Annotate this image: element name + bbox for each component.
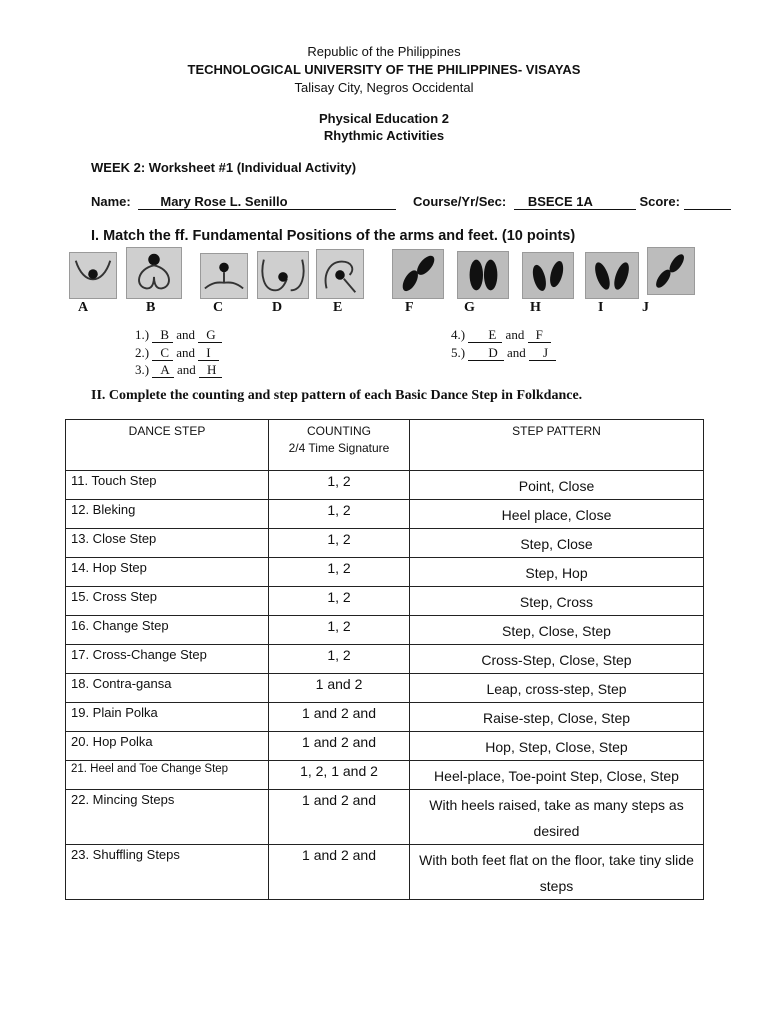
table-row — [66, 845, 704, 900]
table-row — [66, 500, 704, 529]
table-row — [66, 529, 704, 558]
cell-count: 1 and 2 and — [269, 845, 410, 900]
cell-pattern: Cross-Step, Close, Step — [410, 645, 704, 674]
name-label: Name: — [91, 194, 131, 209]
table-row — [66, 587, 704, 616]
dance-step-table — [65, 419, 704, 900]
course-value: BSECE 1A — [527, 194, 593, 209]
cell-pattern: Leap, cross-step, Step — [410, 674, 704, 703]
table-row — [66, 732, 704, 761]
letter-b: B — [146, 300, 156, 315]
cell-step: 17. Cross-Change Step — [66, 645, 269, 674]
arm-position-b-image — [126, 247, 182, 299]
letter-a: A — [78, 300, 89, 315]
answer-row — [135, 327, 222, 343]
answer-row — [451, 345, 556, 361]
and-text: and — [505, 327, 525, 342]
answer-row — [135, 362, 222, 378]
part2-title: II. Complete the counting and step pattern of each Basic Dance Step in Folkdance. — [91, 388, 583, 403]
table-row — [66, 471, 704, 500]
student-info-row — [91, 194, 731, 210]
arm-position-c-image — [200, 253, 248, 299]
answer-second: I — [198, 345, 218, 361]
answer-first: C — [152, 345, 173, 361]
cell-pattern: With heels raised, take as many steps as desired — [410, 790, 704, 845]
cell-pattern: Heel place, Close — [410, 500, 704, 529]
cell-count: 1, 2 — [269, 616, 410, 645]
worksheet-title: WEEK 2: Worksheet #1 (Individual Activity) — [91, 160, 357, 175]
course-field — [514, 194, 636, 210]
cell-step: 15. Cross Step — [66, 587, 269, 616]
cell-count: 1, 2 — [269, 587, 410, 616]
cell-pattern: Raise-step, Close, Step — [410, 703, 704, 732]
letter-e: E — [333, 300, 343, 315]
answer-second: G — [198, 327, 221, 343]
answer-number: 4.) — [451, 327, 466, 342]
answer-second: J — [529, 345, 556, 361]
cell-pattern: With both feet flat on the floor, take tiny slide steps — [410, 845, 704, 900]
part1-title: I. Match the ff. Fundamental Positions of the arms and feet. (10 points) — [91, 228, 576, 244]
header-university: TECHNOLOGICAL UNIVERSITY OF THE PHILIPPINES- VISAYAS — [187, 62, 581, 77]
table-row — [66, 703, 704, 732]
cell-step: 16. Change Step — [66, 616, 269, 645]
cell-step: 21. Heel and Toe Change Step — [66, 761, 269, 790]
foot-position-f-image — [392, 249, 444, 299]
cell-count: 1, 2 — [269, 529, 410, 558]
cell-count: 1, 2 — [269, 558, 410, 587]
foot-position-h-image — [522, 252, 574, 299]
and-text: and — [176, 362, 196, 377]
name-field — [138, 194, 396, 210]
table-header-row — [66, 420, 704, 471]
letter-g: G — [464, 300, 475, 315]
answer-second: F — [528, 327, 551, 343]
score-label: Score: — [639, 194, 680, 209]
cell-pattern: Step, Hop — [410, 558, 704, 587]
name-value: Mary Rose L. Senillo — [160, 194, 288, 209]
cell-pattern: Step, Close, Step — [410, 616, 704, 645]
answer-number: 5.) — [451, 345, 466, 360]
cell-pattern: Heel-place, Toe-point Step, Close, Step — [410, 761, 704, 790]
course-title: Physical Education 2 — [318, 111, 450, 126]
cell-pattern: Step, Close — [410, 529, 704, 558]
letter-d: D — [272, 300, 283, 315]
letter-h: H — [530, 300, 541, 315]
header-republic: Republic of the Philippines — [307, 44, 461, 59]
answer-first: E — [468, 327, 502, 343]
cell-step: 11. Touch Step — [66, 471, 269, 500]
answer-row — [451, 327, 551, 343]
arm-position-e-image — [316, 249, 364, 299]
answer-first: A — [152, 362, 173, 378]
header-location: Talisay City, Negros Occidental — [294, 80, 474, 95]
table-row — [66, 558, 704, 587]
header-dance-step: DANCE STEP — [66, 420, 269, 471]
cell-step: 22. Mincing Steps — [66, 790, 269, 845]
cell-count: 1, 2, 1 and 2 — [269, 761, 410, 790]
course-label: Course/Yr/Sec: — [413, 194, 507, 209]
header-counting-sub: 2/4 Time Signature — [288, 441, 390, 455]
score-field — [684, 194, 731, 210]
arm-position-d-image — [257, 251, 309, 299]
cell-step: 14. Hop Step — [66, 558, 269, 587]
answer-second: H — [199, 362, 222, 378]
and-text: and — [176, 327, 196, 342]
topic-title: Rhythmic Activities — [323, 128, 445, 143]
answer-row — [135, 345, 219, 361]
cell-count: 1, 2 — [269, 645, 410, 674]
cell-pattern: Point, Close — [410, 471, 704, 500]
foot-position-i-image — [585, 252, 639, 299]
table-row — [66, 616, 704, 645]
letter-j: J — [642, 300, 649, 315]
cell-step: 13. Close Step — [66, 529, 269, 558]
cell-count: 1 and 2 and — [269, 732, 410, 761]
table-row — [66, 674, 704, 703]
answer-number: 2.) — [135, 345, 150, 360]
table-row — [66, 761, 704, 790]
answer-number: 1.) — [135, 327, 150, 342]
and-text: and — [506, 345, 526, 360]
answer-first: B — [152, 327, 173, 343]
cell-count: 1, 2 — [269, 471, 410, 500]
cell-step: 20. Hop Polka — [66, 732, 269, 761]
header-counting-label: COUNTING — [307, 424, 371, 438]
letter-c: C — [213, 300, 224, 315]
and-text: and — [176, 345, 196, 360]
answer-first: D — [468, 345, 503, 361]
table-row — [66, 645, 704, 674]
foot-position-g-image — [457, 251, 509, 299]
header-step-pattern: STEP PATTERN — [410, 420, 704, 471]
cell-step: 12. Bleking — [66, 500, 269, 529]
cell-count: 1 and 2 and — [269, 703, 410, 732]
arm-position-a-image — [69, 252, 117, 299]
answer-number: 3.) — [135, 362, 150, 377]
letter-f: F — [405, 300, 414, 315]
cell-count: 1 and 2 and — [269, 790, 410, 845]
cell-pattern: Step, Cross — [410, 587, 704, 616]
cell-step: 23. Shuffling Steps — [66, 845, 269, 900]
letter-i: I — [598, 300, 604, 315]
foot-position-j-image — [647, 247, 695, 295]
table-row — [66, 790, 704, 845]
cell-step: 18. Contra-gansa — [66, 674, 269, 703]
cell-count: 1 and 2 — [269, 674, 410, 703]
cell-step: 19. Plain Polka — [66, 703, 269, 732]
positions-strip — [0, 247, 768, 305]
header-counting — [269, 420, 410, 471]
cell-pattern: Hop, Step, Close, Step — [410, 732, 704, 761]
cell-count: 1, 2 — [269, 500, 410, 529]
